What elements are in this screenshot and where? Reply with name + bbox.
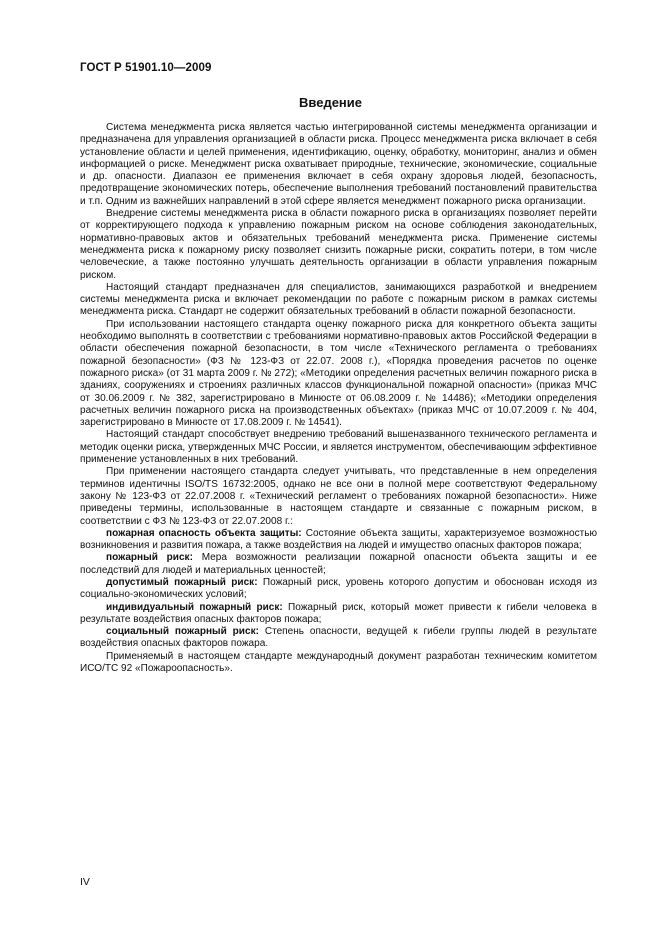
term-definition (80, 552, 597, 577)
term-name: пожарная опасность объекта защиты: (106, 527, 302, 539)
standard-code-header: ГОСТ Р 51901.10—2009 (80, 62, 212, 74)
paragraph: При использовании настоящего стандарта оценку пожарного риска для конкретного объекта защиты необходимо выполнять в соответствии с требованиями нормативно-правовых актов Российской Федерации в области обеспечения пожарной безопасности, в том числе «Технического регламента о требованиях пожарной безопасности» (ФЗ № 123-ФЗ от 22.07. 2008 г.), «Порядка проведения расчетов по оценке пожарного риска» (от 31 марта 2009 г. № 272); «Методики определения расчетных величин пожарного риска в зданиях, сооружениях и строениях различных классов функциональной пожарной опасности» (приказ МЧС от 30.06.2009 г. № 382, зарегистрировано в Минюсте от 06.08.2009 г. № 14486); «Методики определения расчетных величин пожарного риска на производственных объектах» (приказ МЧС от 10.07.2009 г. № 404, зарегистрировано в Минюсте от 17.08.2009 г. № 14541). (80, 318, 597, 429)
term-name: социальный пожарный риск: (106, 626, 259, 638)
term-text: Пожарный риск, уровень которого допустим и обоснован исходя из социально-экономических условий; (80, 576, 597, 601)
term-text: Состояние объекта защиты, характеризуемое возможностью возникновения и развития пожара, а также воздействия на людей и имущество опасных факторов пожара; (80, 527, 597, 552)
paragraph: Настоящий стандарт предназначен для специалистов, занимающихся разработкой и внедрением системы менеджмента риска и включает рекомендации по работе с пожарным риском в рамках системы менеджмента риска. Стандарт не содержит обязательных требований в области пожарной безопасности. (80, 281, 597, 318)
term-name: допустимый пожарный риск: (106, 576, 258, 588)
term-definition (80, 577, 597, 602)
term-name: индивидуальный пожарный риск: (106, 601, 283, 613)
document-body (80, 122, 597, 675)
term-definition (80, 602, 597, 627)
paragraph: Система менеджмента риска является частью интегрированной системы менеджмента организации и предназначена для управления организацией в области риска. Процесс менеджмента риска включает в себя установление области и целей применения, идентификацию, оценку, обработку, мониторинг, анализ и обмен информацией о риске. Менеджмент риска охватывает природные, технические, экономические, социальные и др. опасности. Диапазон ее применения включает в себя охрану здоровья людей, безопасность, предотвращение экономических потерь, обеспечение выполнения требований постановлений правительства и т.п. Одним из важнейших направлений в этой сфере является менеджмент пожарного риска организации. (80, 122, 597, 207)
section-title: Введение (299, 95, 362, 110)
page-number: IV (80, 876, 90, 888)
term-text: Мера возможности реализации пожарной опасности объекта защиты и ее последствий для людей и материальных ценностей; (80, 552, 598, 576)
term-definition (80, 626, 597, 651)
closing-paragraph: Применяемый в настоящем стандарте международный документ разработан техническим комитетом ИСО/ТС 92 «Пожароопасность». (80, 650, 597, 675)
paragraph: Внедрение системы менеджмента риска в области пожарного риска в организациях позволяет перейти от корректирующего подхода к управлению пожарным риском на основе соблюдения законодательных, нормативно-правовых актов и обязательных требований менеджмента риска. Применение системы менеджмента риска к пожарному риску позволяет снизить пожарные риски, сократить потери, в том числе человеческие, а также постоянно улучшать деятельность организации в области управления пожарным риском. (80, 208, 597, 281)
paragraph: При применении настоящего стандарта следует учитывать, что представленные в нем определения терминов идентичны ISO/TS 16732:2005, однако не все они в полной мере соответствуют Федеральному закону № 123-ФЗ от 22.07.2008 г. «Технический регламент о требованиях пожарной безопасности». Ниже приведены термины, использованные в настоящем стандарте и связанные с пожарным риском, в соответствии с ФЗ № 123-ФЗ от 22.07.2008 г.: (80, 466, 597, 527)
term-name: пожарный риск: (106, 552, 193, 564)
paragraph: Настоящий стандарт способствует внедрению требований вышеназванного технического регламента и методик оценки риска, утвержденных МЧС России, и является инструментом, обеспечивающим эффективное применение установленных в них требований. (80, 429, 597, 466)
term-text: Пожарный риск, который может привести к гибели человека в результате воздействия опасных факторов пожара; (80, 601, 597, 625)
term-definition (80, 528, 597, 553)
term-text: Степень опасности, ведущей к гибели группы людей в результате воздействия опасных факторов пожара. (80, 626, 598, 650)
